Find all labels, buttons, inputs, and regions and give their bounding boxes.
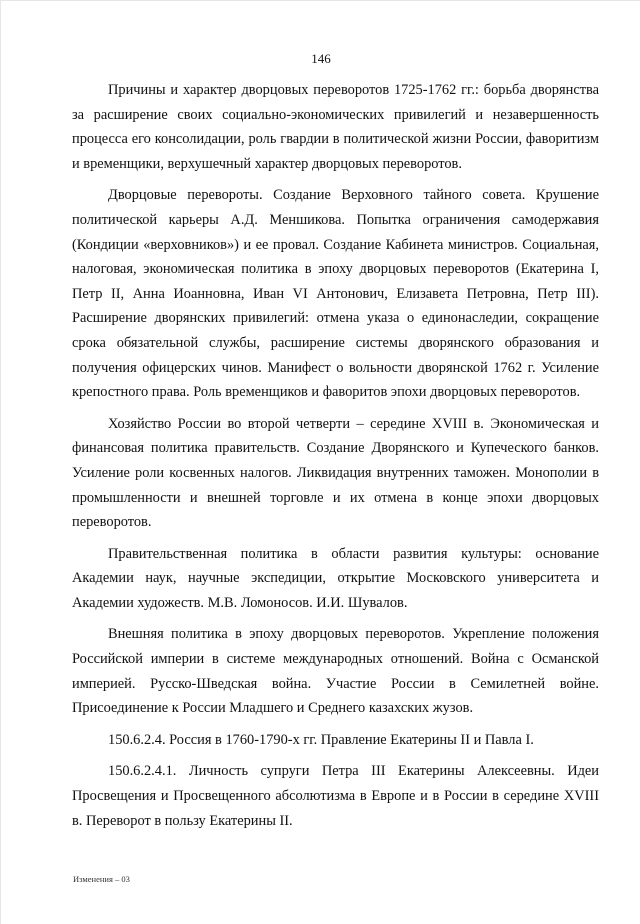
paragraph-palace-coups: Дворцовые перевороты. Создание Верховного тайного совета. Крушение политической карьеры А.Д. Меншикова. Попытка ограничения самодержавия (Кондиции «верховников») и ее провал. Создание Кабинета министров. Социальная, налоговая, экономическая политика в эпоху дворцовых переворотов (Екатерина I, Петр II, Анна Иоанновна, Иван VI Антонович, Елизавета Петровна, Петр III). Расширение дворянских привилегий: отмена указа о единонаследии, сокращение срока обязательной службы, расширение системы дворянского образования и получения офицерских чинов. Манифест о вольности дворянской 1762 г. Усиление крепостного права. Роль временщиков и фаворитов эпохи дворцовых переворотов. bbox=[72, 187, 599, 401]
paragraph-foreign-policy: Внешняя политика в эпоху дворцовых переворотов. Укрепление положения Российской империи в системе международных отношений. Война с Османской империей. Русско-Шведская война. Участие России в Семилетней войне. Присоединение к России Младшего и Среднего казахских жузов. bbox=[72, 626, 599, 717]
paragraph-150-6-2-4-1: 150.6.2.4.1. Личность супруги Петра III Екатерины Алексеевны. Идеи Просвещения и Просвещенного абсолютизма в Европе и в России в середине XVIII в. Переворот в пользу Екатерины II. bbox=[72, 763, 599, 829]
paragraph-culture-policy: Правительственная политика в области развития культуры: основание Академии наук, научные экспедиции, открытие Московского университета и Академии художеств. М.В. Ломоносов. И.И. Шувалов. bbox=[72, 545, 599, 611]
section-heading-150-6-2-4: 150.6.2.4. Россия в 1760-1790-х гг. Правление Екатерины II и Павла I. bbox=[108, 731, 534, 748]
body-text bbox=[72, 78, 599, 840]
footer-revision-note: Изменения – 03 bbox=[73, 874, 130, 884]
paragraph-palace-coups-causes: Причины и характер дворцовых переворотов 1725-1762 гг.: борьба дворянства за расширение своих социально-экономических привилегий и незавершенность процесса его консолидации, роль гвардии в политической жизни России, фаворитизм и временщики, верхушечный характер дворцовых переворотов. bbox=[72, 82, 599, 172]
paragraph-economy: Хозяйство России во второй четверти – середине XVIII в. Экономическая и финансовая политика правительств. Создание Дворянского и Купеческого банков. Усиление роли косвенных налогов. Ликвидация внутренних таможен. Монополии в промышленности и внешней торговле и их отмена в конце эпохи дворцовых переворотов. bbox=[72, 415, 599, 531]
page-number: 146 bbox=[311, 51, 331, 66]
